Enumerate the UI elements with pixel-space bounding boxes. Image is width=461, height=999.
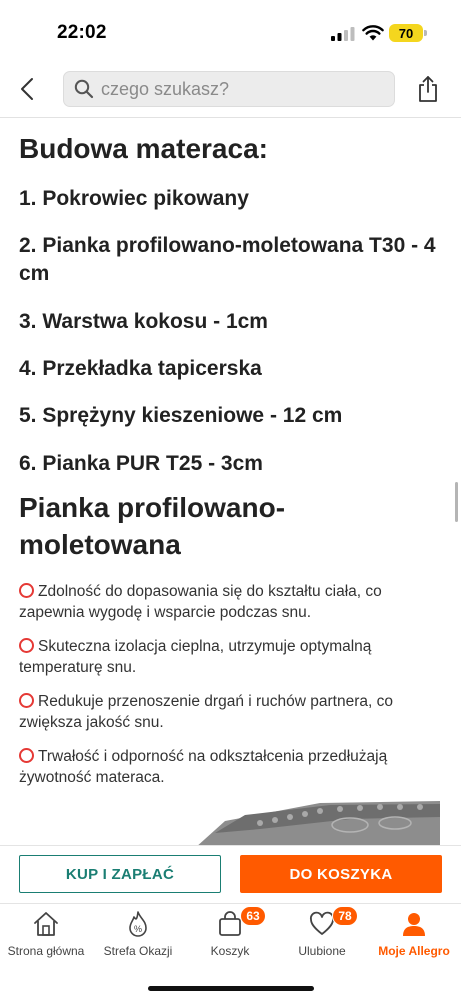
feature-bullet [19, 581, 439, 623]
list-item: 5. Sprężyny kieszeniowe - 12 cm [19, 404, 343, 427]
home-icon [32, 910, 60, 938]
battery-indicator: 70 [389, 24, 423, 42]
feature-bullet [19, 746, 439, 788]
list-item: 2. Pianka profilowano-moletowana T30 - 4 cm [19, 234, 436, 285]
red-circle-icon [19, 638, 34, 653]
search-bar[interactable] [63, 71, 395, 107]
cart-count-badge: 63 [240, 906, 266, 926]
list-item: 4. Przekładka tapicerska [19, 357, 262, 380]
status-time: 22:02 [57, 22, 107, 43]
red-circle-icon [19, 583, 34, 598]
feature-bullet [19, 691, 439, 733]
share-icon [416, 75, 440, 103]
tab-label: Moje Allegro [378, 944, 450, 958]
tab-my-allegro[interactable] [368, 904, 460, 966]
tab-home[interactable] [0, 904, 92, 966]
feature-text: Zdolność do dopasowania się do kształtu ciała, co zapewnia wygodę i wsparcie podczas snu. [19, 583, 382, 621]
top-header [0, 62, 461, 118]
tab-label: Koszyk [210, 944, 250, 958]
buy-now-button[interactable]: KUP I ZAPŁAĆ [19, 855, 221, 893]
scrollbar[interactable] [455, 482, 458, 522]
battery-cap [424, 30, 427, 36]
section-title: Pianka profilowano-moletowana [19, 492, 286, 560]
chevron-left-icon [20, 77, 34, 101]
add-to-cart-button[interactable]: DO KOSZYKA [240, 855, 442, 893]
list-item: 6. Pianka PUR T25 - 3cm [19, 452, 263, 475]
purchase-action-bar [0, 845, 461, 903]
svg-text:%: % [133, 924, 143, 934]
red-circle-icon [19, 693, 34, 708]
share-button[interactable] [413, 72, 443, 106]
status-bar [0, 0, 461, 62]
list-item: 3. Warstwa kokosu - 1cm [19, 310, 268, 333]
cellular-signal-icon [331, 27, 355, 41]
tab-label: Strona główna [7, 944, 85, 958]
foam-layer-image [20, 793, 440, 845]
tab-favorites[interactable] [276, 904, 368, 966]
bottom-tab-bar [0, 903, 461, 999]
product-description [0, 118, 461, 845]
feature-text: Skuteczna izolacja cieplna, utrzymuje optymalną temperaturę snu. [19, 638, 372, 676]
red-circle-icon [19, 748, 34, 763]
home-indicator [148, 986, 314, 991]
list-item: 1. Pokrowiec pikowany [19, 187, 249, 210]
tab-cart[interactable] [184, 904, 276, 966]
feature-text: Redukuje przenoszenie drgań i ruchów partnera, co zwiększa jakość snu. [19, 693, 393, 731]
tab-label: Strefa Okazji [103, 944, 173, 958]
wifi-icon [362, 25, 384, 41]
search-input[interactable] [101, 79, 381, 100]
favorites-count-badge: 78 [332, 906, 358, 926]
back-button[interactable] [12, 73, 42, 105]
tab-deals[interactable] [92, 904, 184, 966]
feature-text: Trwałość i odporność na odkształcenia przedłużają żywotność materaca. [19, 748, 388, 786]
feature-bullet [19, 636, 439, 678]
search-icon [74, 79, 94, 99]
discount-icon [124, 910, 152, 938]
tab-label: Ulubione [298, 944, 346, 958]
mattress-structure-title: Budowa materaca: [19, 133, 268, 164]
user-icon [400, 910, 428, 938]
